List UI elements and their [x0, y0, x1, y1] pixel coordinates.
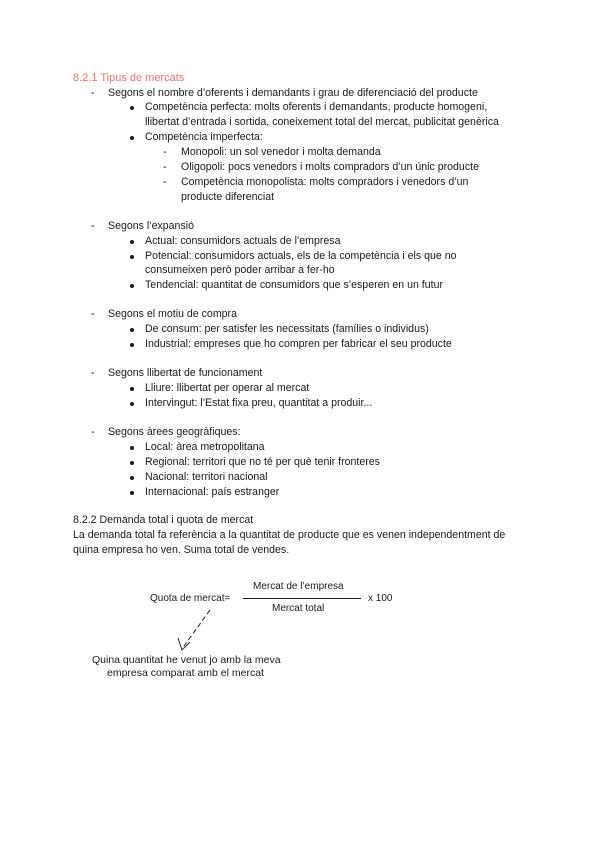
bullet-icon	[130, 461, 134, 465]
section-heading-tipus-mercats: 8.2.1 Tipus de mercats	[73, 72, 185, 84]
group-label-nombre: Segons el nombre d’oferents i demandants i grau de diferenciació del producte	[108, 87, 478, 99]
bullet-icon	[130, 255, 134, 259]
list-item-line: llibertat d’entrada i sortida, coneixement total del mercat, publicitat genèrica	[145, 116, 499, 128]
annotation-arrow-icon	[170, 608, 220, 658]
dash-marker: -	[91, 367, 95, 379]
dash-marker: -	[91, 220, 95, 232]
list-item-line: Competència perfecta: molts oferents i demandants, producte homogeni,	[145, 101, 488, 113]
list-item-line: Internacional: país estranger	[145, 486, 280, 498]
dash-marker: -	[91, 87, 95, 99]
group-label-motiu: Segons el motiu de compra	[108, 308, 237, 320]
list-item-line: Regional: territori que no té per què tenir fronteres	[145, 456, 380, 468]
list-item-line: De consum: per satisfer les necessitats (famílies o individus)	[145, 323, 429, 335]
bullet-icon	[130, 446, 134, 450]
dash-marker: -	[163, 146, 167, 158]
sub-item-line: Monopoli: un sol venedor i molta demanda	[181, 146, 381, 158]
bullet-icon	[130, 136, 134, 140]
list-item-line: Local: àrea metropolitana	[145, 441, 265, 453]
section-heading-demanda-total: 8.2.2 Demanda total i quota de mercat	[73, 514, 254, 526]
formula-numerator: Mercat de l’empresa	[253, 581, 344, 592]
formula-denominator: Mercat total	[272, 603, 325, 614]
paragraph-line: quina empresa ho ven. Suma total de vendes.	[73, 544, 290, 556]
sub-item-line: Oligopoli: pocs venedors i molts compradors d’un únic producte	[181, 161, 479, 173]
list-item-line: consumeixen però poder arribar a fer-ho	[145, 264, 335, 276]
bullet-icon	[130, 106, 134, 110]
list-item-line: Actual: consumidors actuals de l’empresa	[145, 235, 341, 247]
group-label-arees: Segons àrees geogràfiques:	[108, 426, 241, 438]
bullet-icon	[130, 387, 134, 391]
bullet-icon	[130, 476, 134, 480]
group-label-llibertat: Segons llibertat de funcionament	[108, 367, 263, 379]
paragraph-line: La demanda total fa referència a la quantitat de producte que es venen independentment de	[73, 529, 506, 541]
dash-marker: -	[91, 426, 95, 438]
sub-item-line: Competència monopolista: molts compradors i venedors d’un	[181, 176, 469, 188]
dash-marker: -	[163, 161, 167, 173]
bullet-icon	[130, 240, 134, 244]
list-item-line: Intervingut: l’Estat fixa preu, quantitat a produir...	[145, 397, 373, 409]
list-item-line: Potencial: consumidors actuals, els de la competència i els que no	[145, 250, 457, 262]
group-label-expansio: Segons l’expansió	[108, 220, 194, 232]
formula-lhs: Quota de mercat=	[150, 593, 231, 604]
bullet-icon	[130, 343, 134, 347]
list-item-line: Lliure: llibertat per operar al mercat	[145, 382, 310, 394]
formula-multiplier: x 100	[368, 593, 393, 604]
list-item-line: Tendencial: quantitat de consumidors que s’esperen en un futur	[145, 279, 443, 291]
fraction-bar	[243, 598, 361, 599]
formula-note-line: empresa comparat amb el mercat	[107, 667, 264, 679]
bullet-icon	[130, 491, 134, 495]
list-item-line: Nacional: territori nacional	[145, 471, 268, 483]
bullet-icon	[130, 402, 134, 406]
dash-marker: -	[163, 176, 167, 188]
list-item-line: Industrial: empreses que ho compren per fabricar el seu producte	[145, 338, 452, 350]
list-item-line: Competència imperfecta:	[145, 131, 263, 143]
bullet-icon	[130, 284, 134, 288]
formula-note-line: Quina quantitat he venut jo amb la meva	[92, 654, 281, 666]
dash-marker: -	[91, 308, 95, 320]
sub-item-line: producte diferenciat	[181, 191, 275, 203]
bullet-icon	[130, 328, 134, 332]
